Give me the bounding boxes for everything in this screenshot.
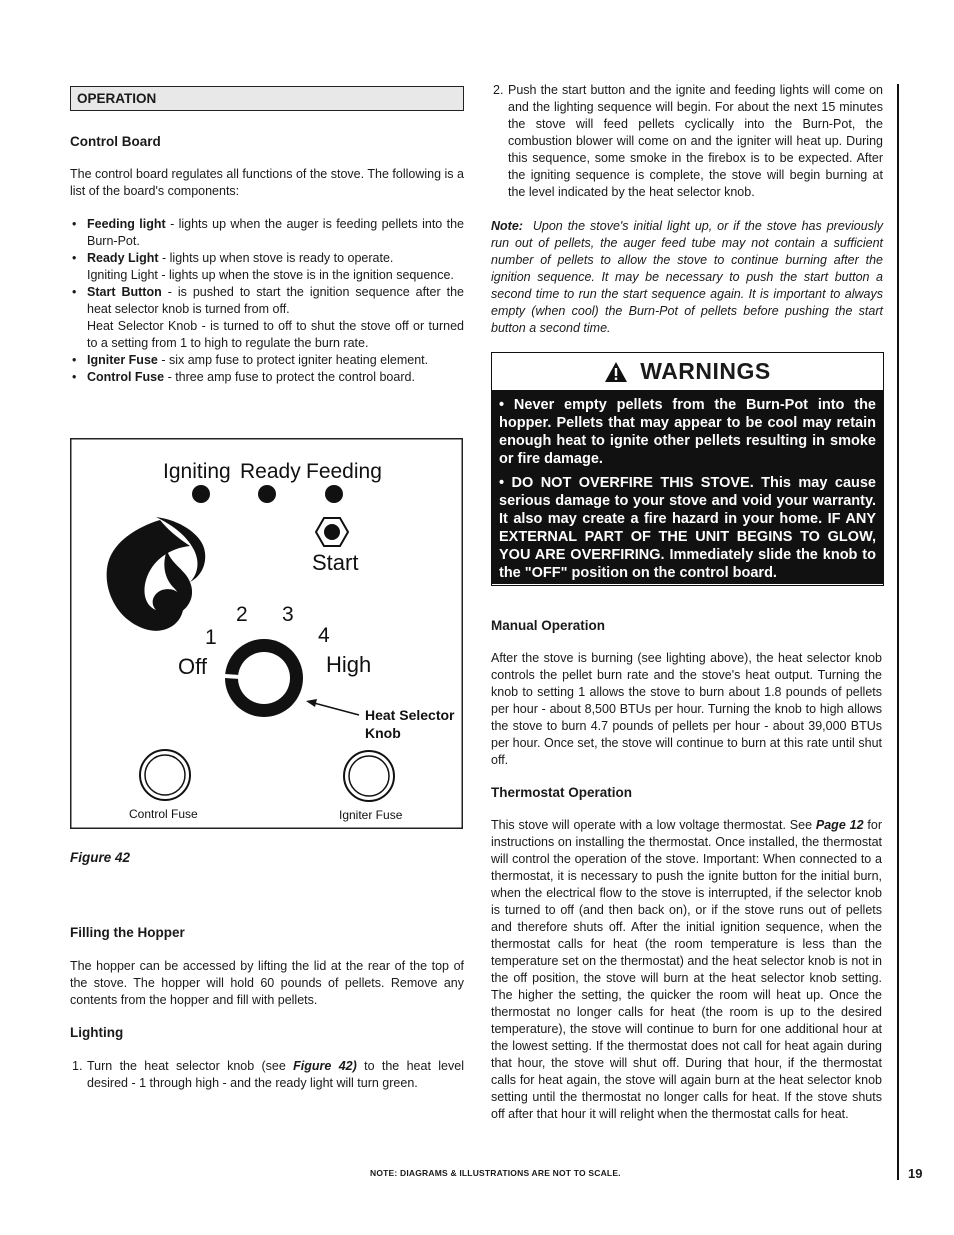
start-label: Start <box>312 550 359 575</box>
item-term: Control Fuse <box>87 370 165 384</box>
warning-item: • DO NOT OVERFIRE THIS STOVE. This may cause serious damage to your stove and void your warranty. It also may create a fire hazard in your home. IF ANY EXTERNAL PART OF THE UNIT BEGINS TO GLOW, YOU ARE OVERFIRING. Immediately slide the knob to the "OFF" position on the control board. <box>499 475 876 581</box>
diagram-svg <box>70 438 463 829</box>
knob-label-line1: Heat Selector <box>365 707 455 723</box>
control-fuse-label: Control Fuse <box>129 807 198 821</box>
footer-note: NOTE: DIAGRAMS & ILLUSTRATIONS ARE NOT TO SCALE. <box>370 1168 621 1178</box>
list-item <box>70 352 464 369</box>
item-text: - lights up when stove is ready to operate. <box>158 251 394 265</box>
item-text: - is pushed to start the ignition sequence after the heat selector knob is turned from off. <box>87 285 464 316</box>
setting-3-label: 3 <box>282 603 294 626</box>
warnings-body <box>492 390 883 584</box>
item-term: Start Button <box>87 285 162 299</box>
step-number: 2. <box>493 83 504 97</box>
setting-2-label: 2 <box>236 603 248 626</box>
control-fuse[interactable] <box>140 750 190 800</box>
item-text: - three amp fuse to protect the control board. <box>164 370 415 384</box>
page-number: 19 <box>908 1166 923 1181</box>
list-item <box>70 216 464 250</box>
item-term: Ready Light <box>87 251 159 265</box>
section-title: OPERATION <box>77 91 157 106</box>
setting-4-label: 4 <box>318 624 330 647</box>
thermostat-text-b: for instructions on installing the thermostat. Once installed, the thermostat will control the operation of the stove. Important: When connected to a thermostat, it is necessary to push the ignite button for the initial burn, when the electrical flow to the stove is interrupted, if the selector knob is turned to off (and then back on), or if the stove runs out of pellets and therefore shuts off. After the initial ignition sequence, when the thermostat calls for heat (the room temperature is less than the temperature set on the thermostat) and the heat selector knob is not in the off position, the stove will burn at the heat selector knob setting. The higher the setting, the quicker the room will heat up. Once the thermostat no longer calls for heat (the room is up to the desired temperature), the stove will continue to burn for one additional hour at the lowest setting. If the thermostat does not call for heat again during that hour, the stove will shut off. During that hour, if the thermostat calls for heat again, the stove will again burn at the heat selector knob setting until the thermostat no longer calls for heat. If the stove shuts off after that hour it will relight when the thermostat calls for heat. <box>491 818 882 1121</box>
item-extra: Heat Selector Knob - is turned to off to shut the stove off or turned to a setting from 1 to high to regulate the burn rate. <box>87 319 464 350</box>
igniter-fuse[interactable] <box>344 751 394 801</box>
figure-caption: Figure 42 <box>70 850 131 865</box>
lighting-note <box>491 218 883 337</box>
item-text: - lights up when the auger is feeding pellets into the Burn-Pot. <box>87 217 464 248</box>
list-item <box>491 82 883 201</box>
item-term: Feeding light <box>87 217 166 231</box>
control-board-diagram <box>70 438 463 829</box>
list-item <box>70 369 464 386</box>
heat-selector-knob[interactable] <box>225 639 303 717</box>
filling-text: The hopper can be accessed by lifting the lid at the rear of the top of the stove. The hopper will hold 60 pounds of pellets. Remove any contents from the hopper and fill with pellets. <box>70 959 464 1007</box>
warning-item: • Never empty pellets from the Burn-Pot into the hopper. Pellets that may appear to be cool may retain enough heat to ignite other pellets resulting in smoke or fire damage. <box>499 397 876 467</box>
right-column <box>491 82 883 337</box>
left-lower-column <box>70 925 464 1092</box>
feeding-label: Feeding <box>306 460 382 483</box>
manual-heading: Manual Operation <box>491 618 606 633</box>
note-text: Upon the stove's initial light up, or if the stove has previously run out of pellets, the auger feed tube may not contain a sufficient number of pellets to allow the stove to continue burning after the ignition sequence. It may be necessary to push the start button a second time to run the start sequence again. It is important to always empty (when cool) the Burn-Pot of pellets before pushing the start button a second time. <box>491 219 883 335</box>
warning-triangle-icon <box>604 361 628 383</box>
high-label: High <box>326 652 372 677</box>
lighting-heading: Lighting <box>70 1025 124 1040</box>
step-text: to the heat level desired - 1 through high - and the ready light will turn green. <box>87 1059 464 1090</box>
thermostat-heading: Thermostat Operation <box>491 785 633 800</box>
ready-label: Ready <box>240 460 301 483</box>
list-item <box>70 1058 464 1092</box>
warnings-header <box>492 353 883 390</box>
list-item <box>70 250 464 284</box>
off-label: Off <box>178 654 207 679</box>
item-extra: Igniting Light - lights up when the stove is in the ignition sequence. <box>87 268 454 282</box>
igniter-fuse-label: Igniter Fuse <box>339 808 403 822</box>
section-title-bar <box>70 86 464 111</box>
component-list <box>70 216 464 386</box>
igniting-label: Igniting <box>163 460 231 483</box>
igniting-light <box>192 485 210 503</box>
right-lower-column <box>491 618 882 1123</box>
control-board-intro: The control board regulates all functions of the stove. The following is a list of the board's components: <box>70 167 464 198</box>
page-ref-link[interactable]: Page 12 <box>815 818 864 832</box>
ready-light <box>258 485 276 503</box>
note-label: Note: <box>491 219 523 233</box>
warnings-title: WARNINGS <box>640 358 771 384</box>
left-column <box>70 86 464 386</box>
vertical-rule <box>897 84 899 1180</box>
feeding-light <box>325 485 343 503</box>
filling-heading: Filling the Hopper <box>70 925 185 940</box>
item-text: - six amp fuse to protect igniter heating element. <box>157 353 429 367</box>
figure-ref-link[interactable]: Figure 42) <box>293 1059 357 1073</box>
lighting-steps-right <box>491 82 883 201</box>
list-item <box>70 284 464 352</box>
start-button[interactable] <box>316 518 348 546</box>
setting-1-label: 1 <box>205 626 217 649</box>
item-term: Igniter Fuse <box>87 353 158 367</box>
lighting-steps-left <box>70 1058 464 1092</box>
step-text: Push the start button and the ignite and feeding lights will come on and the lighting sequence will begin. For about the next 15 minutes the stove will feed pellets cyclically into the Burn-Pot, the combustion blower will come on and the igniter will heat up. During this sequence, some smoke in the firebox is to be expected. After the igniting sequence is complete, the stove will begin burning at the level indicated by the heat selector knob. <box>508 83 883 199</box>
step-number: 1. <box>72 1059 83 1073</box>
knob-label-line2: Knob <box>365 725 401 741</box>
manual-text: After the stove is burning (see lighting above), the heat selector knob controls the pellet burn rate and the stove's heat output. Turning the knob to setting 1 allows the stove to burn about 1.8 pounds of pellets per hour - about 8,500 BTUs per hour. Turning the knob to high allows the stove to burn 4.7 pounds of pellets per hour - about 39,000 BTUs per hour. Once set, the stove will continue to burn at this rate until shut off. <box>491 651 882 767</box>
warnings-box <box>491 352 884 586</box>
control-board-heading: Control Board <box>70 134 161 149</box>
thermostat-text-a: This stove will operate with a low voltage thermostat. See <box>491 818 816 832</box>
thermostat-text <box>491 817 882 1123</box>
step-text: Turn the heat selector knob (see <box>87 1059 294 1073</box>
